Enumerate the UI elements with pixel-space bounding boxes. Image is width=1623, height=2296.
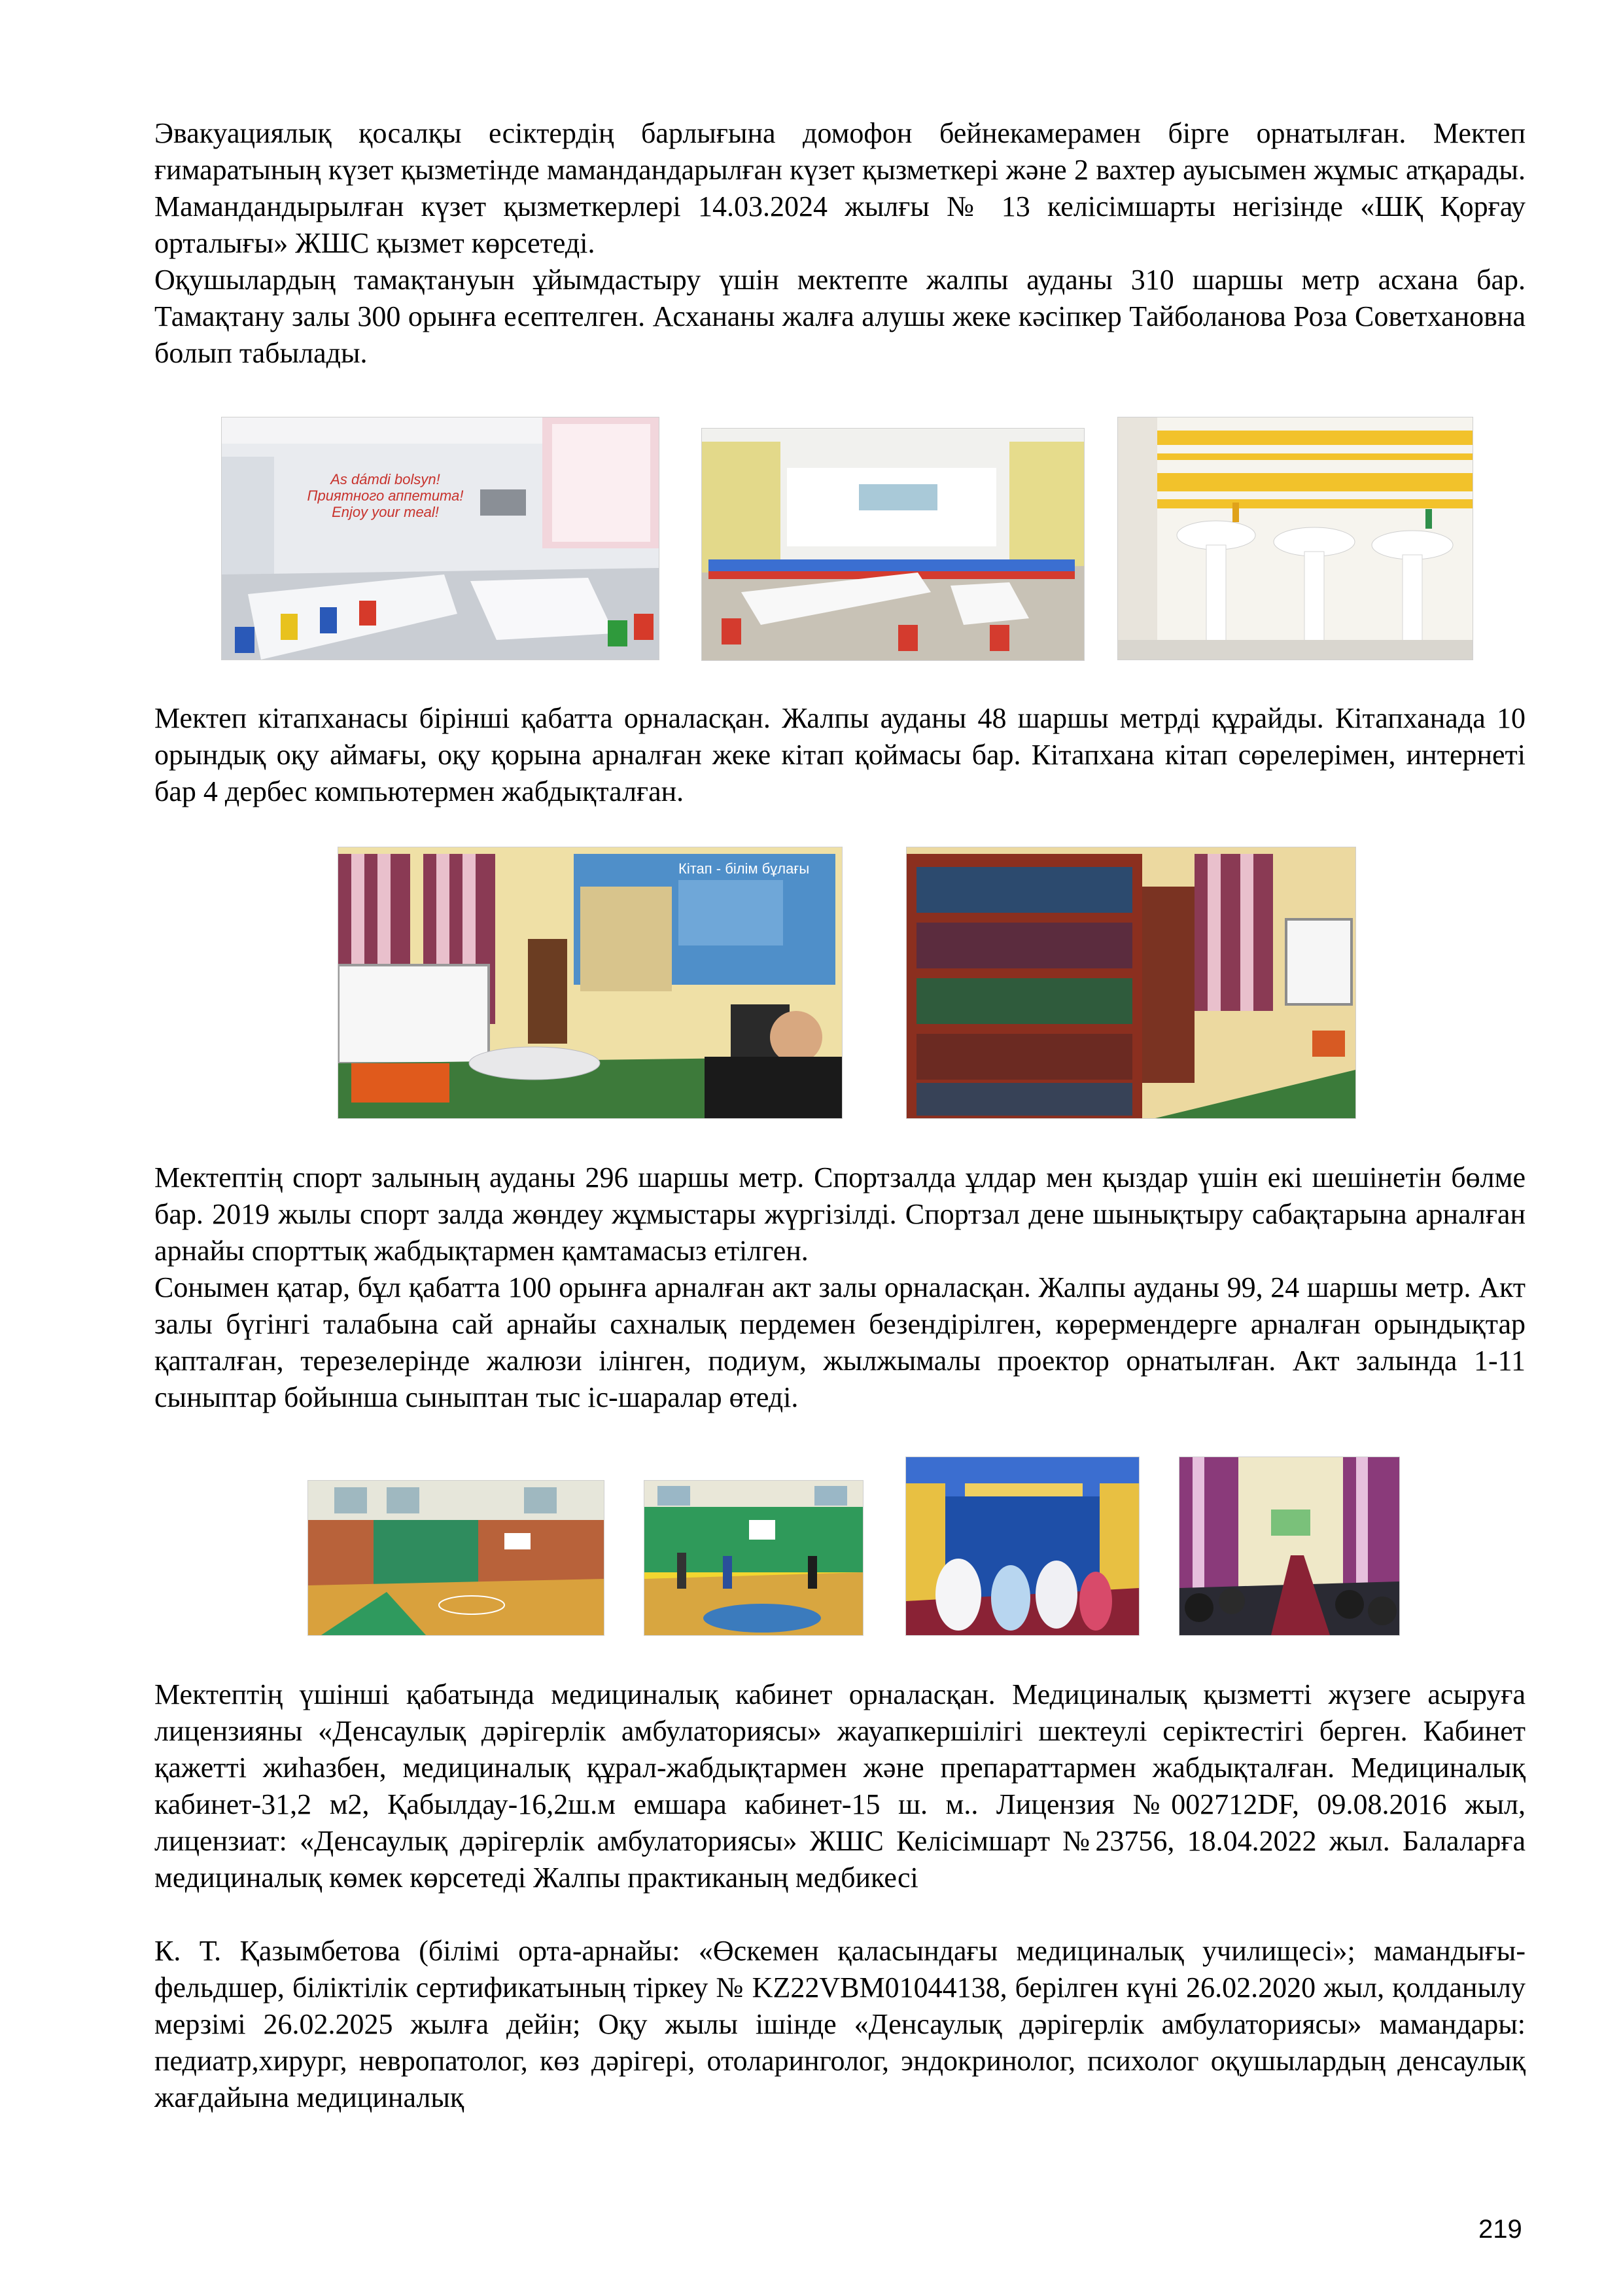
paragraph-security: Эвакуациялық қосалқы есіктердің барлығына домофон бейнекамерамен бірге орнатылған. Мектеп ғимаратының күзет қызметінде мамандандарылған күзет қызметкері және 2 вахтер ауысымен жұмыс атқарады. Мамандандырылған күзет қызметкерлері 14.03.2024 жылғы № 13 келісімшарты негізінде «ШҚ Қорғау орталығы» ЖШС қызмет көрсетеді. xyxy=(154,117,1526,259)
canteen-sinks-photo xyxy=(1117,417,1473,660)
canteen-sign-line1: As dámdi bolsyn! xyxy=(330,471,440,487)
paragraph-sports-hall: Мектептің спорт залының ауданы 296 шаршы метр. Спортзалда ұлдар мен қыздар үшін екі шешінетін бөлме бар. 2019 жылы спорт залда жөндеу жұмыстары жүргізілді. Спортзал дене шынықтыру сабақтарына арналған арнайы спорттық жабдықтармен қамтамасыз етілген. xyxy=(154,1161,1526,1267)
sports-hall-photo xyxy=(307,1480,604,1636)
paragraph-canteen: Оқушылардың тамақтануын ұйымдастыру үшін мектепте жалпы ауданы 310 шаршы метр асхана бар. Тамақтану залы 300 орынға есептелген. Асхананы жалға алушы жеке кәсіпкер Тайболанова Роза Советхановна болып табылады. xyxy=(154,264,1526,369)
canteen-dining-photo xyxy=(701,428,1085,661)
assembly-audience-photo xyxy=(1179,1457,1400,1636)
canteen-sign-line3: Enjoy your meal! xyxy=(332,504,439,520)
canteen-hall-photo xyxy=(221,417,659,660)
paragraph-library: Мектеп кітапханасы бірінші қабатта орналасқан. Жалпы ауданы 48 шаршы метрді құрайды. Кітапханада 10 орындық оқу аймағы, оқу қорына арналған жеке кітап қоймасы бар. Кітапхана кітап сөрелерімен, интернеті бар 4 дербес компьютермен жабдықталған. xyxy=(154,702,1526,807)
paragraph-nurse: К. Т. Қазымбетова (білімі орта-арнайы: «Өскемен қаласындағы медициналық училищесі»; мамандығы-фельдшер, біліктілік сертификатының тіркеу № KZ22VBM01044138, берілген күні 26.02.2020 жыл, қолданылу мерзімі 26.02.2025 жылға дейін; Оқу жылы ішінде «Денсаулық дәрігерлік амбулаториясы» мамандары: педиатр,хирург, невропатолог, көз дәрігері, отоларинголог, эндокринолог, психолог оқушылардың денсаулық жағдайына медициналық xyxy=(154,1935,1526,2113)
canteen-sign-line2: Приятного аппетита! xyxy=(307,487,464,504)
library-bookshelves-photo xyxy=(906,847,1356,1119)
paragraph-assembly-hall: Сонымен қатар, бұл қабатта 100 орынға арналған акт залы орналасқан. Жалпы ауданы 99, 24 шаршы метр. Акт залы бүгінгі талабына сай арнайы сахналық пердемен безендірілген, көрермендерге арналған орындықтар қапталған, терезелерінде жалюзи ілінген, подиум, жылжымалы проектор орнатылған. Акт залында 1-11 сыныптар бойынша сыныптан тыс іс-шаралар өтеді. xyxy=(154,1271,1526,1413)
sports-lesson-photo xyxy=(644,1480,864,1636)
library-banner-text: Кітап - білім бұлағы xyxy=(678,860,810,877)
page-number: 219 xyxy=(1478,2215,1522,2244)
paragraph-medical-office: Мектептің үшінші қабатында медициналық кабинет орналасқан. Медициналық қызметті жүзеге асыруға лицензияны «Денсаулық дәрігерлік амбулаториясы» жауапкершілігі шектеулі серіктестігі берген. Кабинет қажетті жиһазбен, медициналық құрал-жабдықтармен және препараттармен жабдықталған. Медициналық кабинет-31,2 м2, Қабылдау-16,2ш.м емшара кабинет-15 ш. м.. Лицензия №002712DF, 09.08.2016 жыл, лицензиат: «Денсаулық дәрігерлік амбулаториясы» ЖШС Келісімшарт №23756, 18.04.2022 жыл. Балаларға медициналық көмек көрсетеді Жалпы практиканың медбикесі xyxy=(154,1678,1526,1894)
library-reading-area-photo xyxy=(338,847,843,1119)
assembly-performance-photo xyxy=(905,1457,1140,1636)
